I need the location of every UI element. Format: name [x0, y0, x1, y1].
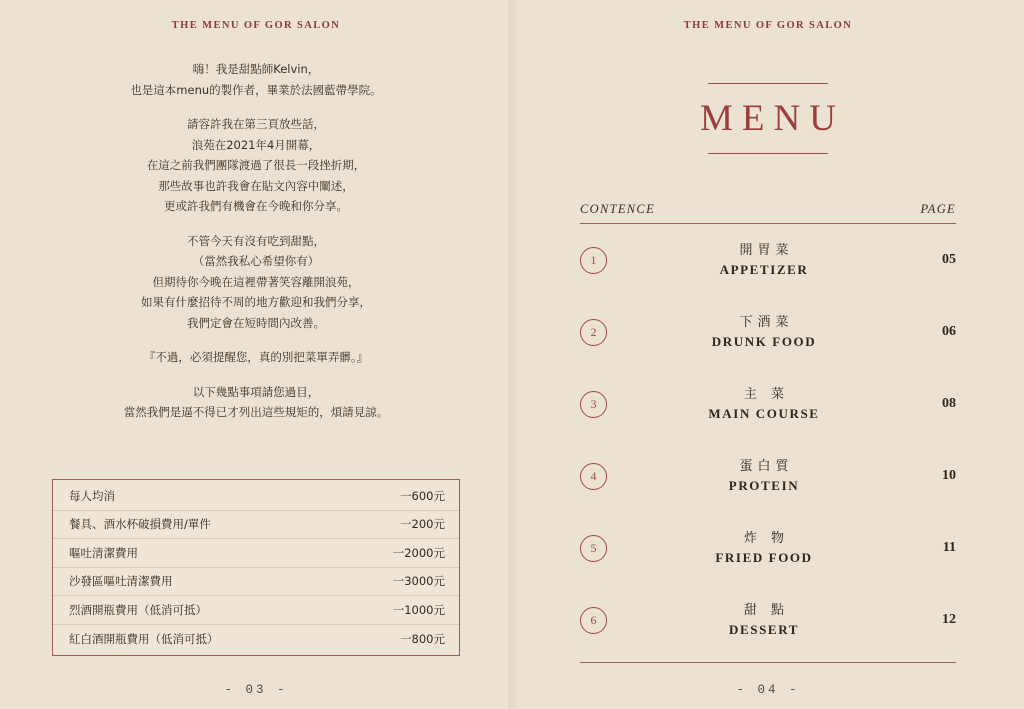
table-row: [53, 482, 459, 511]
toc-item-fried-food[interactable]: [580, 512, 956, 584]
letter-line: 在這之前我們團隊渡過了很長一段挫折期，: [146, 158, 366, 172]
toc-page-number: 08: [942, 396, 956, 412]
right-folio: - 04 -: [736, 683, 800, 697]
letter-line: 當然我們是逼不得已才列出這些規矩的，煩請見諒。: [123, 405, 389, 419]
toc-label-cn: 下酒菜: [739, 314, 794, 330]
fee-name: 嘔吐清潔費用: [69, 545, 138, 560]
letter-line: 但期待你今晚在這裡帶著笑容離開浪苑，: [152, 274, 360, 289]
left-folio: - 03 -: [224, 683, 288, 697]
toc-label-cn: 甜 點: [743, 602, 790, 618]
letter-line: 如果有什麼招待不周的地方歡迎和我們分享，: [141, 295, 371, 309]
letter-paragraph-2: [56, 114, 456, 217]
toc-item-dessert[interactable]: [580, 584, 956, 656]
letter-line: 嗨！我是甜點師Kelvin，: [192, 62, 320, 76]
fee-value: 一600元: [400, 488, 445, 503]
circle-number-icon: 5: [580, 535, 607, 562]
fees-table: [52, 479, 460, 656]
letter-paragraph-3: [56, 231, 456, 334]
toc-header-contence: CONTENCE: [580, 202, 655, 217]
toc-header-page: PAGE: [920, 202, 956, 217]
fee-value: 一3000元: [392, 574, 445, 589]
toc-bottom-divider: [580, 662, 956, 663]
circle-number-icon: 1: [580, 247, 607, 274]
circle-number-icon: 2: [580, 319, 607, 346]
toc-number: [580, 607, 614, 634]
right-page: [512, 0, 1024, 709]
fee-value: 一800元: [400, 631, 445, 646]
toc-labels: [614, 459, 914, 495]
table-row: [53, 596, 459, 625]
toc-label-cn: 炸 物: [743, 530, 790, 546]
fee-name: 紅白酒開瓶費用（低消可抵）: [69, 631, 219, 646]
toc-label-en: DESSERT: [729, 621, 799, 637]
divider-bottom: [708, 153, 828, 154]
letter-line: 更或許我們有機會在今晚和你分享。: [164, 199, 348, 213]
toc-item-drunk-food[interactable]: [580, 296, 956, 368]
toc-number: [580, 463, 614, 490]
table-row: [53, 625, 459, 654]
left-running-head: THE MENU OF GOR SALON: [171, 20, 341, 31]
page-title: MENU: [700, 98, 845, 140]
letter-line: 以下幾點事項請您過目，: [192, 384, 320, 399]
toc-page-number: 10: [942, 468, 956, 484]
toc-number: [580, 535, 614, 562]
fee-name: 餐具、酒水杯破損費用/單件: [69, 517, 211, 532]
fee-value: 一2000元: [392, 545, 445, 560]
toc-header: [580, 202, 956, 224]
toc-number: [580, 247, 614, 274]
circle-number-icon: 4: [580, 463, 607, 490]
table-row: [53, 568, 459, 597]
letter-paragraph-1: [56, 59, 456, 100]
fee-value: 一1000元: [392, 602, 445, 617]
toc-labels: [614, 315, 914, 351]
letter-line: 浪苑在2021年4月開幕，: [191, 137, 321, 152]
circle-number-icon: 6: [580, 607, 607, 634]
right-running-head: THE MENU OF GOR SALON: [683, 20, 853, 31]
toc-page-number: 06: [942, 324, 956, 340]
toc-list: [580, 224, 956, 656]
circle-number-icon: 3: [580, 391, 607, 418]
toc-item-appetizer[interactable]: [580, 224, 956, 296]
letter-line: 那些故事也許我會在貼文內容中闡述，: [158, 178, 354, 193]
toc-labels: [614, 603, 914, 639]
letter-quote: 『不過，必須提醒您，真的別把菜單弄髒。』: [143, 350, 369, 364]
toc-item-protein[interactable]: [580, 440, 956, 512]
toc-label-en: FRIED FOOD: [715, 549, 813, 565]
letter-line: （當然我私心希望你有）: [192, 254, 320, 268]
fee-value: 一200元: [400, 517, 445, 532]
fee-name: 烈酒開瓶費用（低消可抵）: [69, 602, 207, 617]
letter-line: 我們定會在短時間內改善。: [187, 315, 325, 330]
letter-notice: [56, 382, 456, 423]
toc-label-en: PROTEIN: [728, 477, 800, 493]
table-row: [53, 539, 459, 568]
toc-number: [580, 319, 614, 346]
letter-line: 請容許我在第三頁放些話，: [187, 117, 325, 131]
toc-labels: [614, 387, 914, 423]
letter-line: 不管今天有沒有吃到甜點，: [187, 233, 325, 248]
toc-item-main-course[interactable]: [580, 368, 956, 440]
toc-labels: [614, 243, 914, 279]
toc-label-en: APPETIZER: [719, 261, 809, 277]
toc-number: [580, 391, 614, 418]
menu-title-block: [512, 83, 1024, 154]
toc-label-en: DRUNK FOOD: [711, 333, 817, 349]
table-row: [53, 511, 459, 540]
fee-name: 每人均消: [69, 488, 115, 503]
toc-label-cn: 主 菜: [743, 386, 790, 402]
toc-labels: [614, 531, 914, 567]
toc-label-cn: 蛋白質: [739, 458, 794, 474]
toc-label-cn: 開胃菜: [739, 242, 794, 258]
fee-name: 沙發區嘔吐清潔費用: [69, 574, 173, 589]
letter-body: [56, 59, 456, 423]
letter-line: 也是這本menu的製作者，畢業於法國藍帶學院。: [130, 82, 382, 97]
toc-page-number: 11: [942, 540, 956, 556]
divider-top: [708, 83, 828, 84]
toc-page-number: 12: [942, 612, 956, 628]
toc-label-en: MAIN COURSE: [708, 405, 820, 421]
toc-page-number: 05: [942, 252, 956, 268]
